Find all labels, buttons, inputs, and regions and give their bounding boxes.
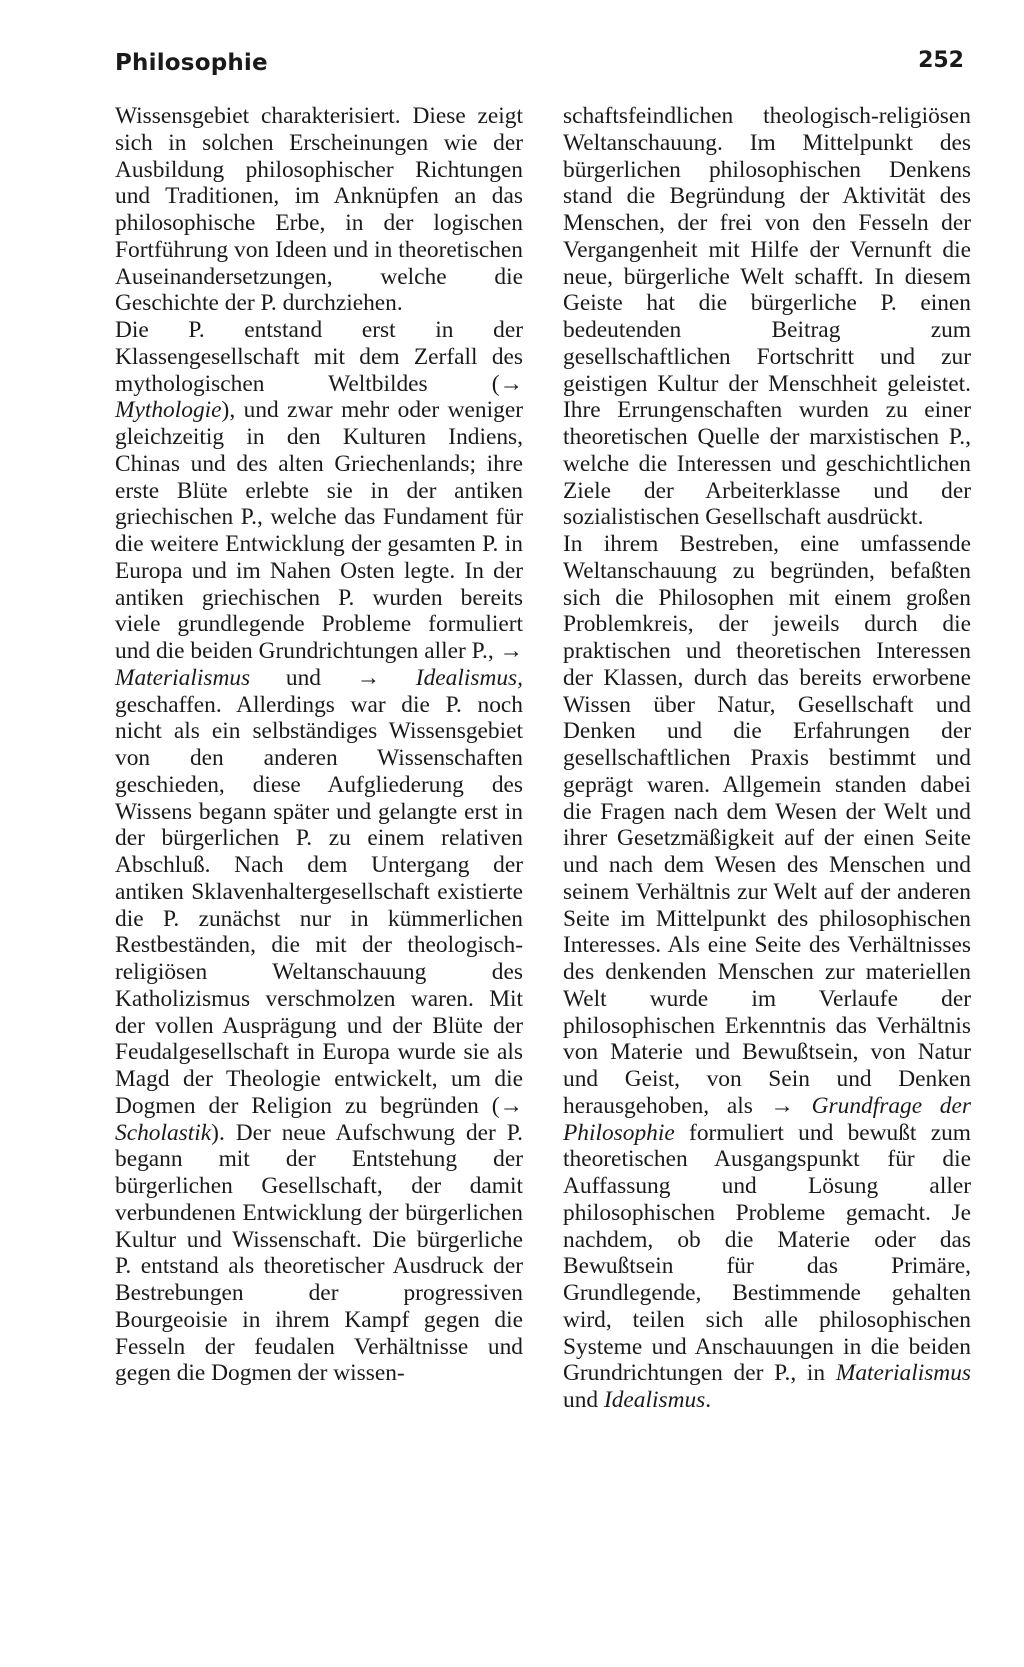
paragraph xyxy=(115,103,523,317)
paragraph xyxy=(563,103,971,531)
paragraph xyxy=(115,317,523,1387)
arrow-icon: → xyxy=(499,1092,523,1119)
left-column xyxy=(115,103,523,1387)
term-idealismus: Idealismus xyxy=(603,1387,706,1413)
text-run: geschaffen. Allerdings war die P. noch nicht als ein selbständiges Wissensgebiet von den anderen Wissenschaften geschieden, diese Aufgliederung des Wissens begann später und gelangte erst in der bürgerlichen P. zu einem relativen Abschluß. Nach dem Untergang der antiken Sklavenhaltergesellschaft existierte die P. zunächst nur in kümmerlichen Restbeständen, die mit der theologisch-religiösen Weltanschauung des Katholizismus verschmolzen waren. Mit der vollen Ausprägung und der Blüte der Feudalgesellschaft in Europa wurde sie als Magd der Theologie entwickelt, um die Dogmen der Religion zu begründen ( xyxy=(115,691,523,1119)
arrow-icon: → xyxy=(499,638,523,664)
arrow-icon: → xyxy=(356,664,381,691)
cross-reference-materialismus[interactable]: Materialismus xyxy=(115,664,251,691)
text-run: schaftsfeindlichen theologisch-religiösen Weltanschauung. Im Mittelpunkt des bürgerlichen philosophischen Denkens stand die Begründung der Aktivität des Menschen, der frei von den Fesseln der Vergangenheit mit Hilfe der Vernunft die neue, bürgerliche Welt schafft. In diesem Geiste hat die bürgerliche P. einen bedeutenden Beitrag zum gesellschaftlichen Fortschritt und zur geistigen Kultur der Menschheit geleistet. Ihre Errungenschaften wurden zu einer theoretischen Quelle der marxistischen P., welche die Interessen und geschichtlichen Ziele der Arbeiterklasse und der sozialistischen Gesellschaft ausdrückt. xyxy=(563,103,971,531)
paragraph xyxy=(563,531,971,1414)
page-number: 252 xyxy=(918,48,964,73)
text-run: Die P. entstand erst in der Klassengesellschaft mit dem Zerfall des mythologischen Weltbildes ( xyxy=(115,317,523,397)
text-run: ). Der neue Aufschwung der P. begann mit der Entstehung der bürgerlichen Gesellschaft, der damit verbundenen Entwicklung der bürgerlichen Kultur und Wissenschaft. Die bürgerliche P. entstand als theoretischer Ausdruck der Bestrebungen der progressiven Bourgeoisie in ihrem Kampf gegen die Fesseln der feudalen Verhältnisse und gegen die Dogmen der wissen- xyxy=(115,1119,523,1387)
text-run: Wissensgebiet charakterisiert. Diese zeigt sich in solchen Erscheinungen wie der Ausbildung philosophischer Richtungen und Traditionen, im Anknüpfen an das philosophische Erbe, in der logischen Fortführung von Ideen und in theoretischen Auseinandersetzungen, welche die Geschichte der P. durchziehen. xyxy=(115,103,523,317)
text-run: formuliert und bewußt zum theoretischen Ausgangspunkt für die Auffassung und Lösung aller philosophischen Probleme gemacht. Je nachdem, ob die Materie oder das Bewußtsein für das Primäre, Grundlegende, Bestimmende gehalten wird, teilen sich alle philosophischen Systeme und Anschauungen in die beiden Grundrichtungen der P., in xyxy=(563,1119,971,1387)
term-materialismus: Materialismus xyxy=(835,1360,971,1387)
cross-reference-mythologie[interactable]: Mythologie xyxy=(115,397,222,424)
text-run: ), und zwar mehr oder weniger gleichzeitig in den Kulturen Indiens, Chinas und des alten Griechenlands; ihre erste Blüte erlebte sie in der antiken griechischen P., welche das Fundament für die weitere Entwicklung der gesamten P. in Europa und im Nahen Osten legte. In der antiken griechischen P. wurden bereits viele grundlegende Probleme formuliert und die beiden Grundrichtungen aller P., xyxy=(115,397,523,664)
text-run: In ihrem Bestreben, eine umfassende Weltanschauung zu begründen, befaßten sich die Philosophen mit einem großen Problemkreis, der jeweils durch die praktischen und theoretischen Interessen der Klassen, durch das bereits erworbene Wissen über Natur, Gesellschaft und Denken und die Erfahrungen der gesellschaftlichen Praxis bestimmt und geprägt waren. Allgemein standen dabei die Fragen nach dem Wesen der Welt und ihrer Gesetzmäßigkeit auf der einen Seite und nach dem Wesen des Menschen und seinem Verhältnis zur Welt auf der anderen Seite im Mittelpunkt des philosophischen Interesses. Als eine Seite des Verhältnisses des denkenden Menschen zur materiellen Welt wurde im Verlaufe der philosophischen Erkenntnis das Verhältnis von Materie und Bewußtsein, von Natur und Geist, von Sein und Denken herausgehoben, als xyxy=(563,531,971,1119)
right-column xyxy=(563,103,971,1414)
cross-reference-grundfrage-der-philosophie[interactable]: Grundfrage der Philosophie xyxy=(563,1092,971,1146)
arrow-icon: → xyxy=(499,370,523,397)
page-title: Philosophie xyxy=(115,50,268,76)
text-run: und xyxy=(563,1387,604,1413)
text-run: und xyxy=(250,664,357,691)
text-run: . xyxy=(705,1387,712,1413)
cross-reference-idealismus[interactable]: Idealismus, xyxy=(380,664,523,691)
cross-reference-scholastik[interactable]: Scholastik xyxy=(115,1119,212,1146)
arrow-icon: → xyxy=(770,1092,794,1119)
